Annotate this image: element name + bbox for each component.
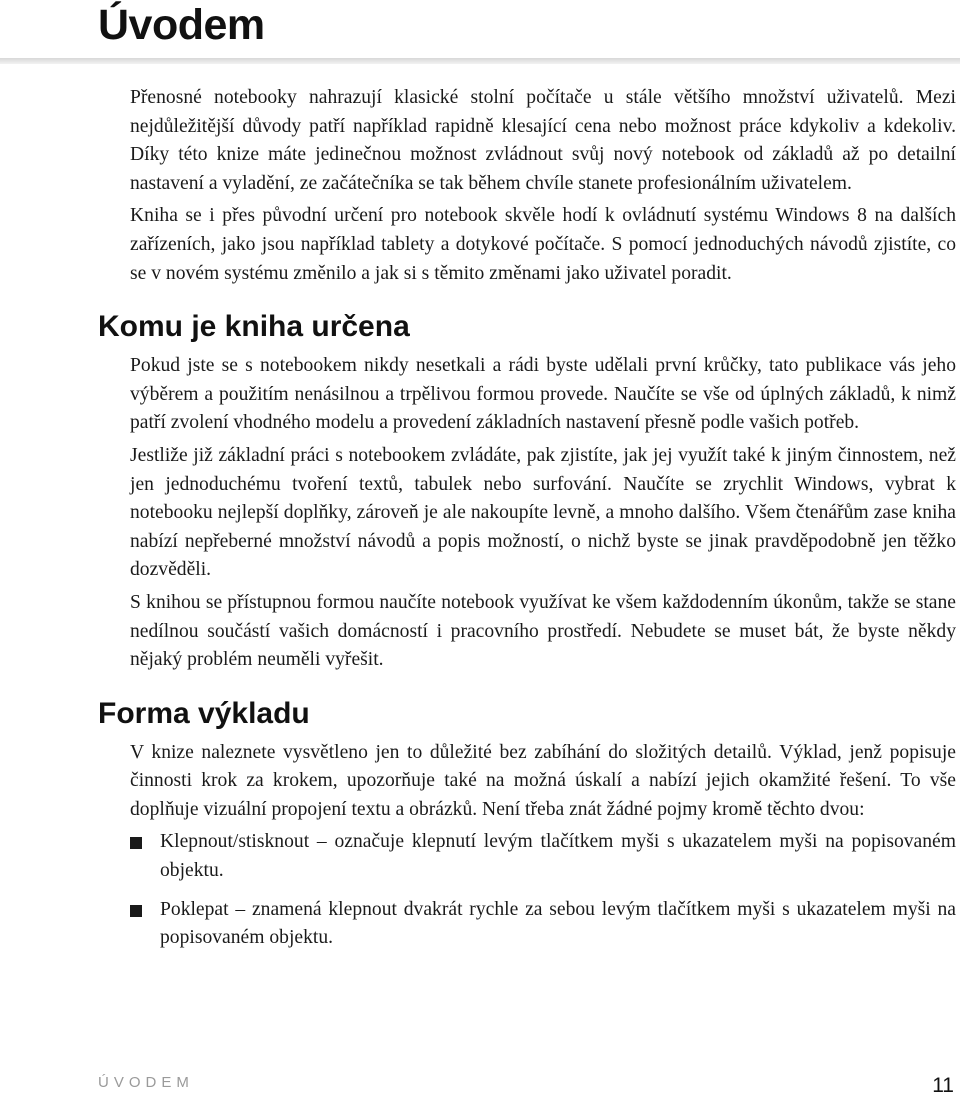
list-item bbox=[130, 828, 956, 885]
page-title: Úvodem bbox=[98, 1, 265, 49]
list-item-text: Klepnout/stisknout – označuje klepnutí levým tlačítkem myši s ukazatelem myši na popisovaném objektu. bbox=[160, 831, 956, 882]
intro-paragraph-1: Přenosné notebooky nahrazují klasické stolní počítače u stále většího množství uživatelů. Mezi nejdůležitější důvody patří například rapidně klesající cena nebo možnost práce kdykoliv a kdekoliv. Díky této knize máte jedinečnou možnost zvládnout svůj nový notebook od základů až po detailní nastavení a vyladění, ze začátečníka se tak během chvíle stanete profesionálním uživatelem. bbox=[130, 87, 956, 194]
square-bullet-icon bbox=[130, 905, 142, 917]
audience-paragraph-2: Jestliže již základní práci s notebookem zvládáte, pak zjistíte, jak jej využít také k jiným činnostem, než jen jednoduchému tvoření textů, tabulek nebo surfování. Naučíte se zrychlit Windows, vybrat k notebooku nejlepší doplňky, zároveň je ale nakoupíte levně, a mnoho dalšího. Všem čtenářům zase kniha nabízí nepřeberné množství návodů a popis možností, o nichž byste se jinak pravděpodobně jen těžko dozvěděli. bbox=[130, 444, 956, 581]
section-heading-format: Forma výkladu bbox=[98, 696, 310, 730]
square-bullet-icon bbox=[130, 837, 142, 849]
page-content bbox=[98, 84, 956, 963]
audience-paragraph-3: S knihou se přístupnou formou naučíte notebook využívat ke všem každodenním úkonům, takže se stane nedílnou součástí vašich domácností i pracovního prostředí. Nebudete se muset bát, že byste někdy nějaký problém neuměli vyřešit. bbox=[130, 591, 956, 671]
title-divider bbox=[0, 58, 960, 64]
audience-paragraph-1: Pokud jste se s notebookem nikdy nesetkali a rádi byste udělali první krůčky, tato publikace vás jeho výběrem a použitím nenásilnou a trpělivou formou provede. Naučíte se vše od úplných základů, k nimž patří zvolení vhodného modelu a provedení základních nastavení přesně podle vašich potřeb. bbox=[130, 355, 956, 434]
list-item-text: Poklepat – znamená klepnout dvakrát rychle za sebou levým tlačítkem myši s ukazatelem myši na popisovaném objektu. bbox=[160, 898, 956, 949]
format-paragraph-1: V knize naleznete vysvětleno jen to důležité bez zabíhání do složitých detailů. Výklad, jenž popisuje činnosti krok za krokem, upozorňuje také na možná úskalí a nabízí jejich okamžité řešení. To vše doplňuje vizuální propojení textu a obrázků. Není třeba znát žádné pojmy kromě těchto dvou: bbox=[130, 741, 956, 820]
intro-paragraph-2: Kniha se i přes původní určení pro notebook skvěle hodí k ovládnutí systému Windows 8 na dalších zařízeních, jako jsou například tablety a dotykové počítače. S pomocí jednoduchých návodů zjistíte, co se v novém systému změnilo a jak si s těmito změnami jako uživatel poradit. bbox=[130, 205, 956, 284]
section-heading-audience: Komu je kniha určena bbox=[98, 310, 410, 344]
term-list bbox=[130, 828, 956, 952]
page-number: 11 bbox=[932, 1074, 954, 1097]
list-item bbox=[130, 896, 956, 953]
running-footer: ÚVODEM bbox=[98, 1074, 194, 1091]
